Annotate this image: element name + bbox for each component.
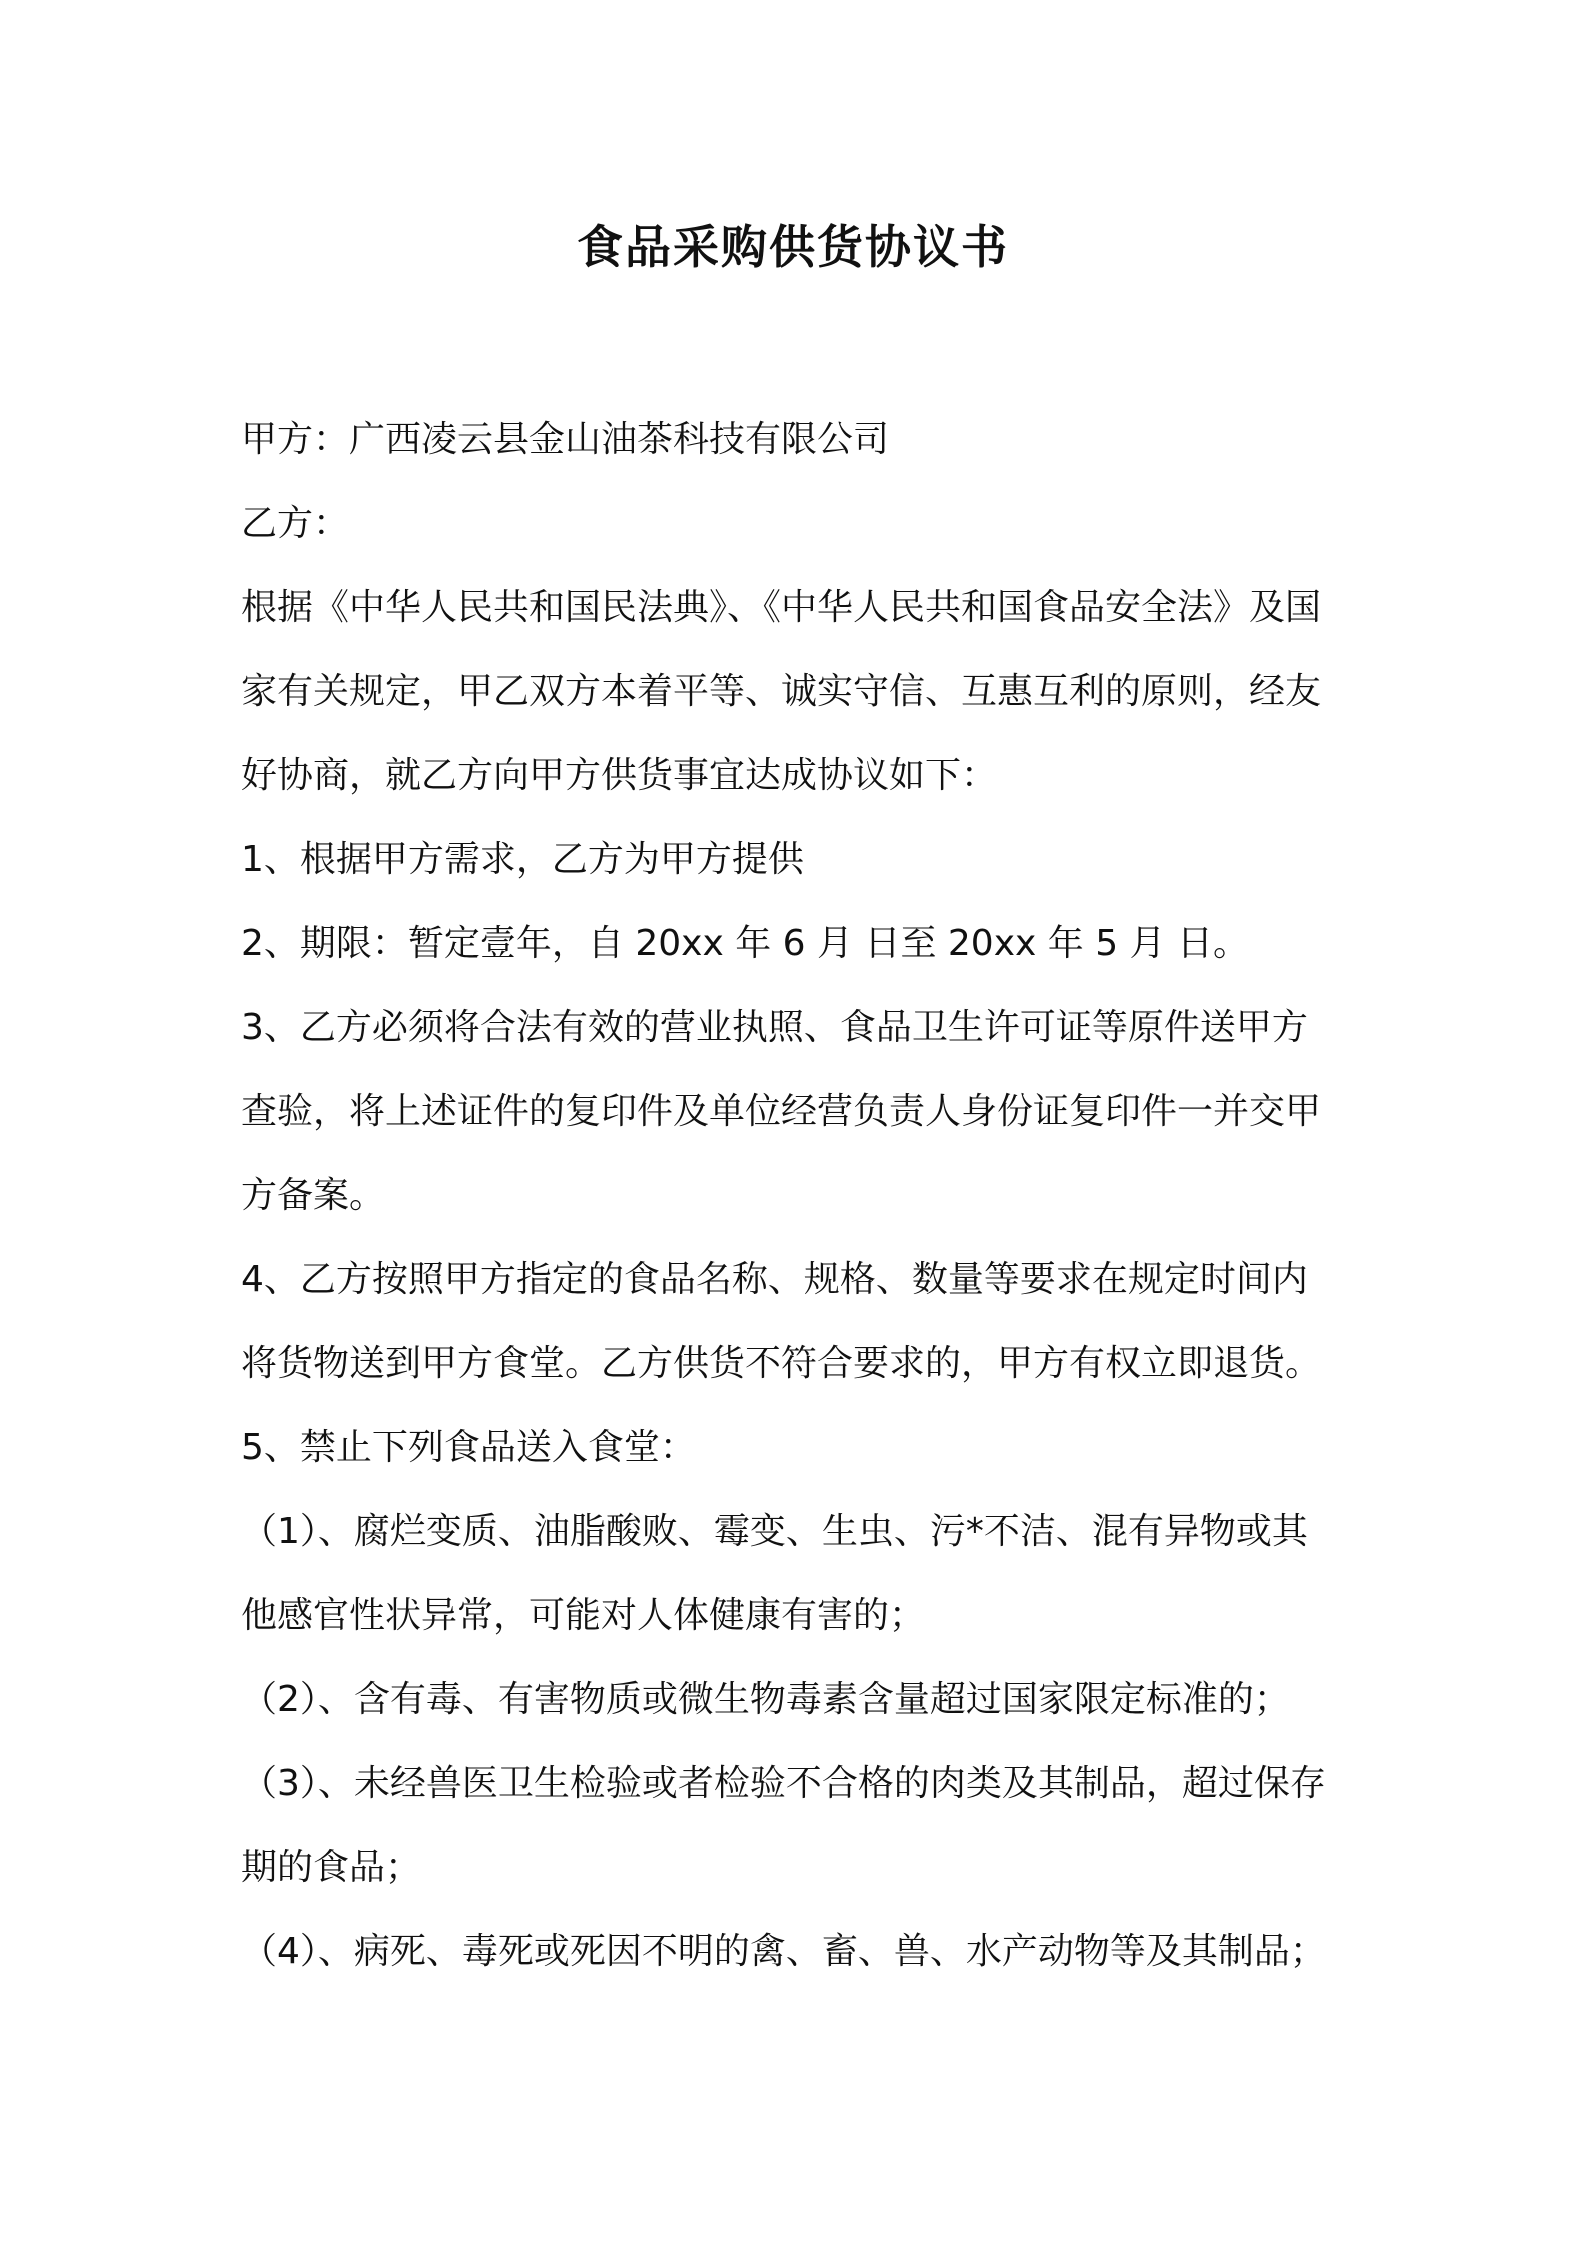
preamble-line-2: 家有关规定，甲乙双方本着平等、诚实守信、互惠互利的原则，经友 [241, 671, 1322, 712]
item-3-line-1: （3）、未经兽医卫生检验或者检验不合格的肉类及其制品，超过保存 [241, 1763, 1326, 1804]
party-b-line: 乙方： [241, 503, 350, 544]
clause-3-line-1: 3、乙方必须将合法有效的营业执照、食品卫生许可证等原件送甲方 [241, 1007, 1308, 1048]
clause-3-line-2: 查验，将上述证件的复印件及单位经营负责人身份证复印件一并交甲 [241, 1091, 1322, 1132]
clause-4-line-2: 将货物送到甲方食堂。乙方供货不符合要求的，甲方有权立即退货。 [241, 1343, 1322, 1384]
item-1-line-2: 他感官性状异常，可能对人体健康有害的； [241, 1595, 926, 1636]
clause-5-line: 5、禁止下列食品送入食堂： [241, 1427, 696, 1468]
document-title: 食品采购供货协议书 [577, 220, 1009, 274]
clause-2-line: 2、期限：暂定壹年，自 20xx 年 6 月 日至 20xx 年 5 月 日。 [241, 923, 1249, 964]
preamble-line-1: 根据《中华人民共和国民法典》、《中华人民共和国食品安全法》及国 [241, 587, 1322, 628]
clause-1-line: 1、根据甲方需求，乙方为甲方提供 [241, 839, 804, 880]
clause-4-line-1: 4、乙方按照甲方指定的食品名称、规格、数量等要求在规定时间内 [241, 1259, 1308, 1300]
item-2-line: （2）、含有毒、有害物质或微生物毒素含量超过国家限定标准的； [241, 1679, 1290, 1720]
item-3-line-2: 期的食品； [241, 1847, 422, 1888]
preamble-line-3: 好协商，就乙方向甲方供货事宜达成协议如下： [241, 755, 998, 796]
item-1-line-1: （1）、腐烂变质、油脂酸败、霉变、生虫、污*不洁、混有异物或其 [241, 1511, 1308, 1552]
clause-3-line-3: 方备案。 [241, 1175, 386, 1216]
party-a-line: 甲方：广西凌云县金山油茶科技有限公司 [241, 419, 890, 460]
item-4-line: （4）、病死、毒死或死因不明的禽、畜、兽、水产动物等及其制品； [241, 1931, 1326, 1972]
